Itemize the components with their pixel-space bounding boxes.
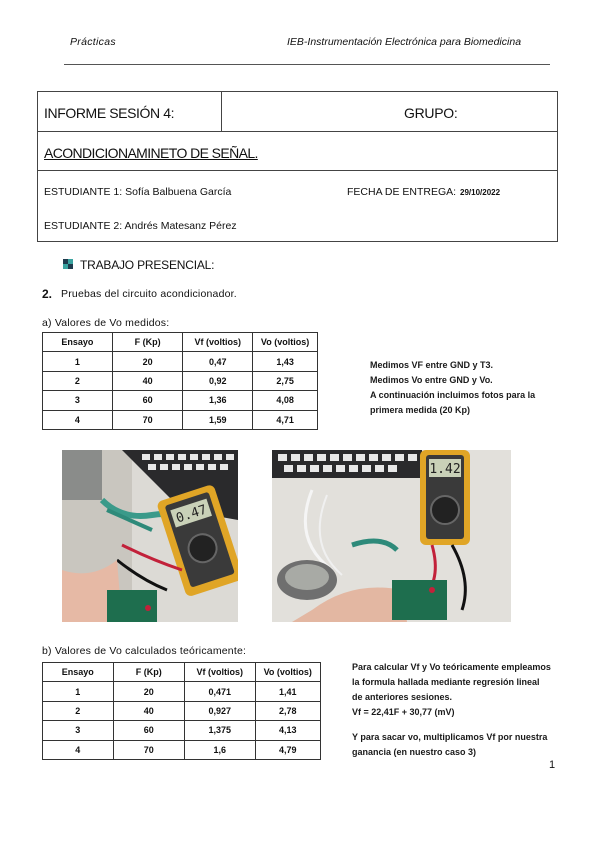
table-cell: 4,71: [253, 410, 318, 429]
note-theoretical: [352, 660, 552, 760]
fecha-value: 29/10/2022: [460, 188, 501, 197]
informe-label: INFORME SESIÓN 4:: [44, 105, 175, 121]
table-cell: 20: [113, 682, 185, 701]
table-cell: 0,92: [183, 371, 253, 390]
table-cell: 4,79: [255, 740, 321, 759]
fecha-label: FECHA DE ENTREGA:: [347, 186, 457, 198]
photo-multimeter-vo: [272, 450, 511, 622]
photo-1-illustration: [62, 450, 238, 622]
formula: Vf = 22,41F + 30,77 (mV): [352, 707, 455, 717]
student-1: ESTUDIANTE 1: Sofía Balbuena García: [44, 186, 232, 198]
header-cell: Ensayo: [43, 663, 114, 682]
note-spacer: [352, 720, 552, 730]
info-box: [37, 91, 558, 242]
table-cell: 4,08: [253, 391, 318, 410]
table-row: [43, 352, 318, 371]
table-cell: 2,75: [253, 371, 318, 390]
table-cell: 1,59: [183, 410, 253, 429]
photo-multimeter-vf: [62, 450, 238, 622]
table-header-row: [43, 333, 318, 352]
header-cell: Vf (voltios): [183, 333, 253, 352]
info-row-2: [38, 132, 557, 171]
table-cell: 3: [43, 721, 114, 740]
table-row: [43, 410, 318, 429]
table-cell: 1,375: [185, 721, 256, 740]
table-cell: 3: [43, 391, 113, 410]
table-cell: 0,927: [185, 701, 256, 720]
table-row: [43, 740, 321, 759]
header-cell: F (Kp): [113, 663, 185, 682]
table-cell: 70: [112, 410, 183, 429]
header-divider: [64, 64, 550, 65]
bullet-icon: [63, 259, 73, 269]
table-cell: 1,43: [253, 352, 318, 371]
photo-2-display: 1.42: [429, 462, 461, 477]
table-cell: 2: [43, 701, 114, 720]
note-line: Medimos VF entre GND y T3.: [370, 360, 494, 370]
table-b-title: b) Valores de Vo calculados teóricamente:: [42, 645, 247, 657]
info-row-1: [38, 92, 557, 132]
pruebas-heading: Pruebas del circuito acondicionador.: [61, 288, 237, 300]
table-cell: 60: [112, 391, 183, 410]
student-2: ESTUDIANTE 2: Andrés Matesanz Pérez: [44, 220, 237, 232]
section-number: 2.: [42, 287, 53, 301]
table-cell: 1,6: [185, 740, 256, 759]
table-a-title: a) Valores de Vo medidos:: [42, 317, 170, 329]
grupo-label: GRUPO:: [404, 105, 458, 121]
note-paragraph: Para calcular Vf y Vo teóricamente empleamos la formula hallada mediante regresión lineal de anteriores sesiones.: [352, 662, 551, 702]
table-cell: 2: [43, 371, 113, 390]
photo-1-display: 0.47: [174, 502, 209, 527]
header-cell: Vo (voltios): [255, 663, 321, 682]
table-cell: 40: [112, 371, 183, 390]
row-separator: [221, 92, 222, 132]
table-cell: 4: [43, 410, 113, 429]
table-cell: 1: [43, 682, 114, 701]
header-cell: Vo (voltios): [253, 333, 318, 352]
table-cell: 70: [113, 740, 185, 759]
header-cell: Ensayo: [43, 333, 113, 352]
note-line: A continuación incluimos fotos para la primera medida (20 Kp): [370, 390, 536, 415]
table-cell: 1,41: [255, 682, 321, 701]
table-cell: 40: [113, 701, 185, 720]
table-cell: 20: [112, 352, 183, 371]
header-cell: Vf (voltios): [185, 663, 256, 682]
table-measured: [42, 332, 318, 430]
table-cell: 0,471: [185, 682, 256, 701]
table-cell: 60: [113, 721, 185, 740]
table-row: [43, 721, 321, 740]
report-title: ACONDICIONAMINETO DE SEÑAL.: [44, 145, 258, 161]
page-header-right: IEB-Instrumentación Electrónica para Biomedicina: [287, 36, 522, 48]
table-cell: 1,36: [183, 391, 253, 410]
table-cell: 0,47: [183, 352, 253, 371]
table-row: [43, 391, 318, 410]
table-row: [43, 701, 321, 720]
table-cell: 4: [43, 740, 114, 759]
note-measurements: [370, 358, 550, 418]
note-line: Medimos Vo entre GND y Vo.: [370, 375, 493, 385]
page-number: 1: [549, 759, 556, 771]
page-header-left: Prácticas: [70, 36, 116, 48]
photo-2-illustration: [272, 450, 511, 622]
note-paragraph: Y para sacar vo, multiplicamos Vf por nuestra ganancia (en nuestro caso 3): [352, 732, 548, 757]
table-header-row: [43, 663, 321, 682]
table-row: [43, 682, 321, 701]
table-cell: 2,78: [255, 701, 321, 720]
trabajo-heading: TRABAJO PRESENCIAL:: [80, 258, 215, 272]
table-theoretical: [42, 662, 321, 760]
header-cell: F (Kp): [112, 333, 183, 352]
table-row: [43, 371, 318, 390]
table-cell: 4,13: [255, 721, 321, 740]
table-cell: 1: [43, 352, 113, 371]
